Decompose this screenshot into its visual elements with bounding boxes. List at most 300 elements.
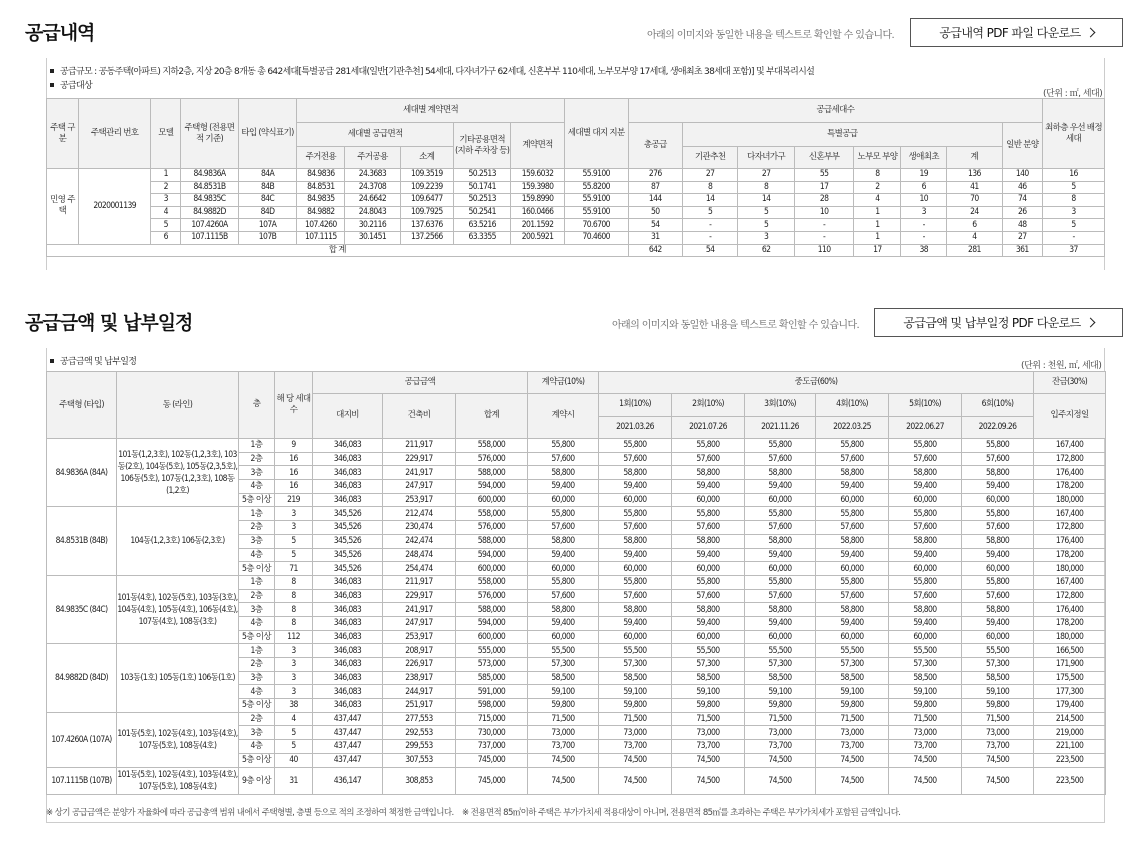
table-cell: 3층	[239, 671, 275, 685]
table-cell: 55	[794, 169, 854, 182]
col-total-supply: 총공급	[628, 123, 682, 169]
table-cell: 73,000	[962, 726, 1034, 740]
table-cell: 57,600	[962, 452, 1034, 466]
table-cell: 84C	[238, 194, 297, 207]
table-cell: 57,300	[962, 658, 1034, 672]
table-cell: 60,000	[962, 562, 1034, 576]
supply-pdf-download-button[interactable]	[910, 18, 1123, 47]
table-cell: 71,500	[528, 712, 599, 726]
table-cell: 2층	[239, 658, 275, 672]
table-row	[47, 439, 1106, 453]
table-cell: 171,900	[1034, 658, 1106, 672]
table-cell: 55.8200	[564, 181, 628, 194]
table-cell: 307,553	[383, 753, 456, 767]
table-cell: 1층	[239, 507, 275, 521]
table-cell: 71,500	[599, 712, 672, 726]
table-cell: 159.8990	[511, 194, 564, 207]
table-cell: 58,800	[816, 466, 889, 480]
table-row	[47, 507, 1106, 521]
table-cell: 59,400	[889, 548, 962, 562]
table-cell: 167,400	[1034, 575, 1106, 589]
col-floor: 층	[239, 372, 275, 439]
table-cell: 4	[151, 206, 181, 219]
col-dong: 동 (라인)	[117, 372, 239, 439]
table-cell: 74,500	[889, 767, 962, 794]
col-d4: 2022.03.25	[816, 417, 889, 439]
table-cell: 84.9882	[297, 206, 345, 219]
table-cell: 107.4260A	[181, 219, 239, 232]
table-cell: 437,447	[313, 712, 383, 726]
table-cell: 59,400	[672, 616, 745, 630]
table-cell: 57,600	[816, 521, 889, 535]
table-cell: 58,800	[962, 534, 1034, 548]
table-cell: 730,000	[456, 726, 528, 740]
table-cell: 30.1451	[345, 231, 400, 244]
table-cell: 585,000	[456, 671, 528, 685]
cell-gubun: 민영 주택	[47, 169, 79, 245]
table-cell: 4층	[239, 616, 275, 630]
table-cell: 1층	[239, 575, 275, 589]
table-cell: 70	[947, 194, 1002, 207]
table-cell: 60,000	[528, 562, 599, 576]
table-cell: 59,400	[528, 616, 599, 630]
table-cell: 175,500	[1034, 671, 1106, 685]
table-cell: 74,500	[672, 767, 745, 794]
cell-house-type: 84.9882D (84D)	[47, 644, 117, 712]
table-cell: 598,000	[456, 699, 528, 713]
table-cell: 59,400	[816, 616, 889, 630]
table-cell: 84.9836	[297, 169, 345, 182]
table-cell: 59,400	[599, 616, 672, 630]
table-cell: 27	[738, 169, 794, 182]
table-cell: 55,800	[672, 507, 745, 521]
table-cell: 1층	[239, 644, 275, 658]
table-cell: 3	[151, 194, 181, 207]
table-row	[47, 169, 1105, 182]
table-cell: 247,917	[383, 480, 456, 494]
table-cell: 54	[628, 219, 682, 232]
table-cell: 60,000	[672, 562, 745, 576]
table-row	[47, 644, 1106, 658]
table-cell: 346,083	[313, 575, 383, 589]
table-cell: 137.6376	[400, 219, 453, 232]
table-cell: 59,800	[816, 699, 889, 713]
table-cell: 14	[682, 194, 737, 207]
table-cell: 55,800	[672, 575, 745, 589]
table-cell: 226,917	[383, 658, 456, 672]
table-cell: 437,447	[313, 726, 383, 740]
table-cell: 24.6642	[345, 194, 400, 207]
table-cell: 276	[628, 169, 682, 182]
table-cell: 84.9882D	[181, 206, 239, 219]
table-cell: 60,000	[962, 630, 1034, 644]
table-cell: 59,400	[889, 480, 962, 494]
table-cell: 737,000	[456, 740, 528, 754]
cell-dong-line: 101동(1,2,3호), 102동(1,2,3호), 103동(2호), 104동(5호), 105동(2,3,5호), 106동(5호), 107동(1,2,3호), 108동(1,2호)	[117, 439, 239, 507]
table-cell: 588,000	[456, 603, 528, 617]
table-cell: 74,500	[816, 753, 889, 767]
table-cell: 73,700	[672, 740, 745, 754]
table-cell: 588,000	[456, 534, 528, 548]
table-cell: 5층 이상	[239, 753, 275, 767]
table-cell: 4	[947, 231, 1002, 244]
table-cell: 55,800	[599, 575, 672, 589]
table-cell: 346,083	[313, 439, 383, 453]
table-cell: 55,800	[599, 439, 672, 453]
table-cell: 57,600	[816, 589, 889, 603]
price-footnote: ※ 상기 공급금액은 분양가 자율화에 따라 공급총액 범위 내에서 주택형별, 층별 등으로 적의 조정하여 책정한 금액입니다. ※ 전용면적 85㎡이하 주택은 부가가치세 적용대상이 아니며, 전용면적 85㎡를 초과하는 주택은 부가가치세가 포함된 금액입니다.	[46, 808, 901, 818]
table-cell: 57,600	[528, 521, 599, 535]
table-cell: 5	[275, 726, 313, 740]
table-cell: 46	[1002, 181, 1043, 194]
table-cell: 254,474	[383, 562, 456, 576]
unit-label: (단위 : 천원, ㎡, 세대)	[1021, 361, 1102, 371]
table-cell: 71,500	[889, 712, 962, 726]
table-cell: 38	[275, 699, 313, 713]
table-cell: 55,500	[599, 644, 672, 658]
table-cell: 71,500	[962, 712, 1034, 726]
table-cell: 4	[854, 194, 901, 207]
table-cell: 55.9100	[564, 194, 628, 207]
table-cell: 5층 이상	[239, 630, 275, 644]
table-cell: 248,474	[383, 548, 456, 562]
table-cell: 73,700	[528, 740, 599, 754]
table-cell: 437,447	[313, 740, 383, 754]
col-price: 공급금액	[313, 372, 528, 394]
table-cell: 57,600	[745, 452, 816, 466]
table-cell: 73,000	[528, 726, 599, 740]
table-cell: 60,000	[599, 630, 672, 644]
col-model: 모델	[151, 99, 181, 169]
table-row	[47, 575, 1106, 589]
table-cell: 4층	[239, 740, 275, 754]
table-cell: 4	[275, 712, 313, 726]
table-cell: 55,800	[816, 439, 889, 453]
table-cell: 60,000	[745, 562, 816, 576]
table-cell: 24	[947, 206, 1002, 219]
table-cell: -	[794, 231, 854, 244]
col-build-cost: 건축비	[383, 394, 456, 439]
table-cell: 24.3683	[345, 169, 400, 182]
table-cell: 346,083	[313, 589, 383, 603]
table-cell: 594,000	[456, 548, 528, 562]
table-cell: 55,500	[816, 644, 889, 658]
table-cell: 55,500	[528, 644, 599, 658]
table-cell: -	[901, 231, 947, 244]
table-cell: 74,500	[528, 753, 599, 767]
table-cell: 58,500	[962, 671, 1034, 685]
table-cell: 600,000	[456, 493, 528, 507]
table-cell: 59,800	[672, 699, 745, 713]
col-subtotal: 소계	[400, 147, 453, 169]
table-cell: 600,000	[456, 562, 528, 576]
table-cell: 242,474	[383, 534, 456, 548]
table-cell: 223,500	[1034, 753, 1106, 767]
table-cell: 84.9835	[297, 194, 345, 207]
table-cell: 5	[738, 206, 794, 219]
table-cell: 58,500	[816, 671, 889, 685]
table-row	[47, 767, 1106, 794]
table-cell: 58,800	[816, 534, 889, 548]
table-cell: 55,800	[816, 575, 889, 589]
table-cell: 58,800	[745, 534, 816, 548]
table-cell: -	[682, 219, 737, 232]
table-cell: 107.1115	[297, 231, 345, 244]
table-cell: 6	[151, 231, 181, 244]
table-cell: 9	[275, 439, 313, 453]
table-cell: 55,800	[745, 575, 816, 589]
col-tip: 타입 (약식표기)	[238, 99, 297, 169]
table-cell: 59,800	[599, 699, 672, 713]
table-cell: 59,100	[745, 685, 816, 699]
table-cell: 8	[275, 575, 313, 589]
cell-dong-line: 101동(4호), 102동(5호), 103동(3호), 104동(4호), 105동(4호), 106동(4호), 107동(4호), 108동(3호)	[117, 575, 239, 643]
table-cell: 112	[275, 630, 313, 644]
button-label: 공급금액 및 납부일정 PDF 다운로드	[903, 316, 1081, 330]
table-cell: 1	[854, 206, 901, 219]
table-cell: 58,800	[745, 466, 816, 480]
table-cell: 219,000	[1034, 726, 1106, 740]
table-cell: 60,000	[672, 630, 745, 644]
table-cell: 5	[275, 534, 313, 548]
table-cell: 74,500	[599, 767, 672, 794]
table-cell: 84.9835C	[181, 194, 239, 207]
table-cell: 1	[854, 219, 901, 232]
button-label: 공급내역 PDF 파일 다운로드	[939, 26, 1081, 40]
table-cell: 60,000	[816, 493, 889, 507]
table-cell: 5	[151, 219, 181, 232]
table-cell: 177,300	[1034, 685, 1106, 699]
total-label: 합 계	[47, 244, 629, 257]
table-cell: 2층	[239, 589, 275, 603]
table-cell: 159.3980	[511, 181, 564, 194]
col-gubun: 주택 구분	[47, 99, 79, 169]
col-land-share: 세대별 대지 지분	[564, 99, 628, 169]
table-cell: 345,526	[313, 521, 383, 535]
table-cell: 8	[275, 616, 313, 630]
table-cell: 59,400	[599, 548, 672, 562]
table-cell: 109.3519	[400, 169, 453, 182]
table-cell: 59,100	[889, 685, 962, 699]
table-cell: 73,700	[889, 740, 962, 754]
table-cell: 346,083	[313, 671, 383, 685]
table-cell: 107A	[238, 219, 297, 232]
table-cell: 58,800	[528, 466, 599, 480]
col-units: 해 당 세대수	[275, 372, 313, 439]
col-general: 일반 분양	[1002, 123, 1043, 169]
col-top-priority: 최하층 우선 배정세대	[1043, 99, 1105, 169]
table-cell: 57,600	[889, 589, 962, 603]
table-cell: 55,800	[528, 575, 599, 589]
table-cell: 71,500	[816, 712, 889, 726]
table-cell: 58,800	[672, 534, 745, 548]
table-cell: 180,000	[1034, 630, 1106, 644]
table-cell: 17	[794, 181, 854, 194]
table-cell: 1층	[239, 439, 275, 453]
table-cell: 74,500	[745, 753, 816, 767]
section-price-header	[25, 308, 1125, 338]
table-cell: 594,000	[456, 480, 528, 494]
table-cell: 60,000	[889, 562, 962, 576]
col-multi-child: 다자녀가구	[738, 147, 794, 169]
table-cell: 109.6477	[400, 194, 453, 207]
cell-house-no: 2020001139	[78, 169, 150, 245]
table-cell: 58,800	[889, 466, 962, 480]
table-cell: 58,500	[528, 671, 599, 685]
table-cell: 59,800	[962, 699, 1034, 713]
table-cell: 60,000	[672, 493, 745, 507]
table-cell: 71,500	[745, 712, 816, 726]
table-row	[47, 206, 1105, 219]
table-cell: 8	[275, 589, 313, 603]
total-cell: 17	[854, 244, 901, 257]
table-cell: 3층	[239, 603, 275, 617]
table-cell: 63.5216	[453, 219, 511, 232]
table-cell: 59,400	[962, 480, 1034, 494]
table-cell: 74,500	[962, 767, 1034, 794]
col-m3: 3회(10%)	[745, 394, 816, 417]
table-cell: 144	[628, 194, 682, 207]
table-cell: 73,000	[816, 726, 889, 740]
table-cell: 55,800	[889, 507, 962, 521]
table-cell: 59,100	[599, 685, 672, 699]
table-cell: 3층	[239, 466, 275, 480]
table-cell: 159.6032	[511, 169, 564, 182]
table-cell: 57,300	[672, 658, 745, 672]
table-cell: 2층	[239, 712, 275, 726]
table-cell: 84A	[238, 169, 297, 182]
table-cell: 244,917	[383, 685, 456, 699]
cell-dong-line: 101동(5호), 102동(4호), 103동(4호), 107동(5호), 108동(4호)	[117, 767, 239, 794]
table-row	[47, 194, 1105, 207]
table-cell: 48	[1002, 219, 1043, 232]
table-cell: -	[682, 231, 737, 244]
table-cell: 251,917	[383, 699, 456, 713]
table-cell: 58,500	[672, 671, 745, 685]
table-cell: 59,100	[962, 685, 1034, 699]
table-cell: 27	[1002, 231, 1043, 244]
col-m4: 4회(10%)	[816, 394, 889, 417]
col-special-sum: 계	[947, 147, 1002, 169]
table-cell: 74,500	[816, 767, 889, 794]
table-cell: 3	[275, 507, 313, 521]
col-elderly: 노부모 부양	[854, 147, 901, 169]
cell-house-type: 107.1115B (107B)	[47, 767, 117, 794]
table-cell: 241,917	[383, 466, 456, 480]
table-cell: 576,000	[456, 452, 528, 466]
table-cell: 55,800	[962, 575, 1034, 589]
table-cell: 178,200	[1034, 548, 1106, 562]
table-cell: 745,000	[456, 753, 528, 767]
col-institution: 기관추천	[682, 147, 737, 169]
total-cell: 110	[794, 244, 854, 257]
table-cell: 59,400	[889, 616, 962, 630]
table-cell: 208,917	[383, 644, 456, 658]
table-cell: 58,800	[528, 534, 599, 548]
supply-table	[46, 98, 1105, 257]
col-house-no: 주택관리 번호	[78, 99, 150, 169]
cell-house-type: 84.9835C (84C)	[47, 575, 117, 643]
table-cell: 180,000	[1034, 562, 1106, 576]
table-cell: 57,600	[889, 452, 962, 466]
table-cell: 176,400	[1034, 466, 1106, 480]
table-cell: 55,800	[889, 439, 962, 453]
table-cell: 60,000	[599, 562, 672, 576]
table-cell: 160.0466	[511, 206, 564, 219]
table-cell: 59,400	[962, 548, 1034, 562]
table-cell: 16	[275, 466, 313, 480]
table-cell: 223,500	[1034, 767, 1106, 794]
table-cell: 14	[738, 194, 794, 207]
cell-dong-line: 104동(1,2,3호) 106동(2,3호)	[117, 507, 239, 575]
table-cell: 71	[275, 562, 313, 576]
table-cell: 41	[947, 181, 1002, 194]
table-cell: 4층	[239, 480, 275, 494]
col-d6: 2022.09.26	[962, 417, 1034, 439]
table-cell: 58,500	[599, 671, 672, 685]
col-m5: 5회(10%)	[889, 394, 962, 417]
table-cell: 3	[275, 671, 313, 685]
table-cell: 558,000	[456, 439, 528, 453]
table-cell: 745,000	[456, 767, 528, 794]
table-cell: 74,500	[528, 767, 599, 794]
table-cell: 1	[854, 231, 901, 244]
price-pdf-download-button[interactable]	[874, 308, 1123, 337]
table-cell: 58,800	[528, 603, 599, 617]
table-cell: 59,800	[889, 699, 962, 713]
table-cell: 28	[794, 194, 854, 207]
table-cell: 107B	[238, 231, 297, 244]
bullet-icon	[50, 359, 54, 363]
table-cell: 211,917	[383, 575, 456, 589]
table-cell: 57,300	[816, 658, 889, 672]
table-cell: 58,800	[889, 603, 962, 617]
table-cell: 57,600	[672, 521, 745, 535]
cell-dong-line: 101동(5호), 102동(4호), 103동(4호), 107동(5호), 108동(4호)	[117, 712, 239, 767]
table-cell: 558,000	[456, 575, 528, 589]
table-cell: 3	[901, 206, 947, 219]
table-cell: 59,400	[745, 548, 816, 562]
table-cell: 55,800	[672, 439, 745, 453]
table-cell: 57,600	[528, 589, 599, 603]
table-cell: 59,400	[962, 616, 1034, 630]
table-cell: 241,917	[383, 603, 456, 617]
table-cell: 4층	[239, 548, 275, 562]
table-cell: 59,800	[528, 699, 599, 713]
table-cell: 71,500	[672, 712, 745, 726]
table-cell: 57,600	[745, 521, 816, 535]
table-cell: 55,500	[962, 644, 1034, 658]
table-cell: 70.4600	[564, 231, 628, 244]
table-cell: 573,000	[456, 658, 528, 672]
table-cell: 229,917	[383, 452, 456, 466]
table-cell: 140	[1002, 169, 1043, 182]
table-cell: 229,917	[383, 589, 456, 603]
table-cell: 58,500	[889, 671, 962, 685]
table-cell: 40	[275, 753, 313, 767]
table-cell: 200.5921	[511, 231, 564, 244]
bottom-rule	[46, 822, 1105, 823]
table-cell: 247,917	[383, 616, 456, 630]
table-cell: 16	[275, 480, 313, 494]
table-cell: 57,300	[528, 658, 599, 672]
table-cell: 172,800	[1034, 521, 1106, 535]
col-move-in: 입주지정일	[1034, 394, 1106, 439]
table-cell: 74,500	[889, 753, 962, 767]
bullet-icon	[50, 83, 54, 87]
table-cell: 4층	[239, 685, 275, 699]
col-contract: 계약면적	[511, 123, 564, 169]
